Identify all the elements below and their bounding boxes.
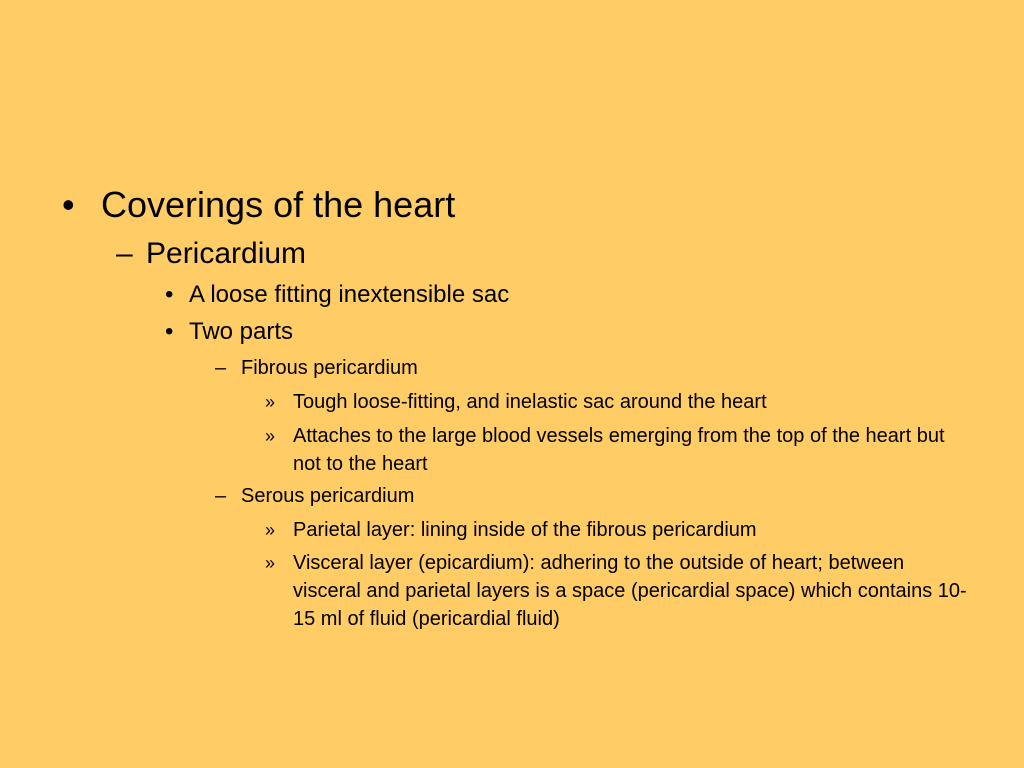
dash-marker: –: [215, 485, 227, 507]
bullet-marker: •: [165, 281, 174, 308]
bullet-marker: •: [62, 184, 75, 225]
chevron-marker: »: [265, 520, 276, 540]
point-text: A loose fitting inextensible sac: [189, 281, 510, 308]
detail-text: Tough loose-fitting, and inelastic sac around the heart: [293, 391, 767, 413]
bullet-heading: [62, 183, 455, 227]
chevron-marker: »: [265, 553, 276, 573]
part-name: Serous pericardium: [241, 485, 415, 507]
bullet-marker: •: [165, 318, 174, 345]
part-item: [215, 483, 414, 509]
chevron-marker: »: [265, 426, 276, 446]
chevron-marker: »: [265, 392, 276, 412]
bullet-point: [165, 280, 509, 310]
detail-text: Parietal layer: lining inside of the fibrous pericardium: [293, 519, 757, 541]
detail-item: [265, 549, 973, 633]
dash-marker: –: [215, 357, 227, 379]
detail-item: [265, 422, 973, 478]
subheading-text: Pericardium: [146, 237, 307, 270]
point-text: Two parts: [189, 318, 294, 345]
dash-marker: –: [116, 237, 133, 270]
detail-item: [265, 388, 973, 416]
detail-text: Visceral layer (epicardium): adhering to the outside of heart; between visceral and parietal layers is a space (pericardial space) which contains 10-15 ml of fluid (pericardial fluid): [293, 552, 967, 630]
detail-text: Attaches to the large blood vessels emerging from the top of the heart but not to the heart: [293, 425, 945, 475]
part-item: [215, 355, 418, 381]
bullet-subheading: [116, 235, 306, 273]
heading-text: Coverings of the heart: [101, 184, 456, 225]
bullet-point: [165, 317, 293, 347]
detail-item: [265, 516, 973, 544]
part-name: Fibrous pericardium: [241, 357, 418, 379]
